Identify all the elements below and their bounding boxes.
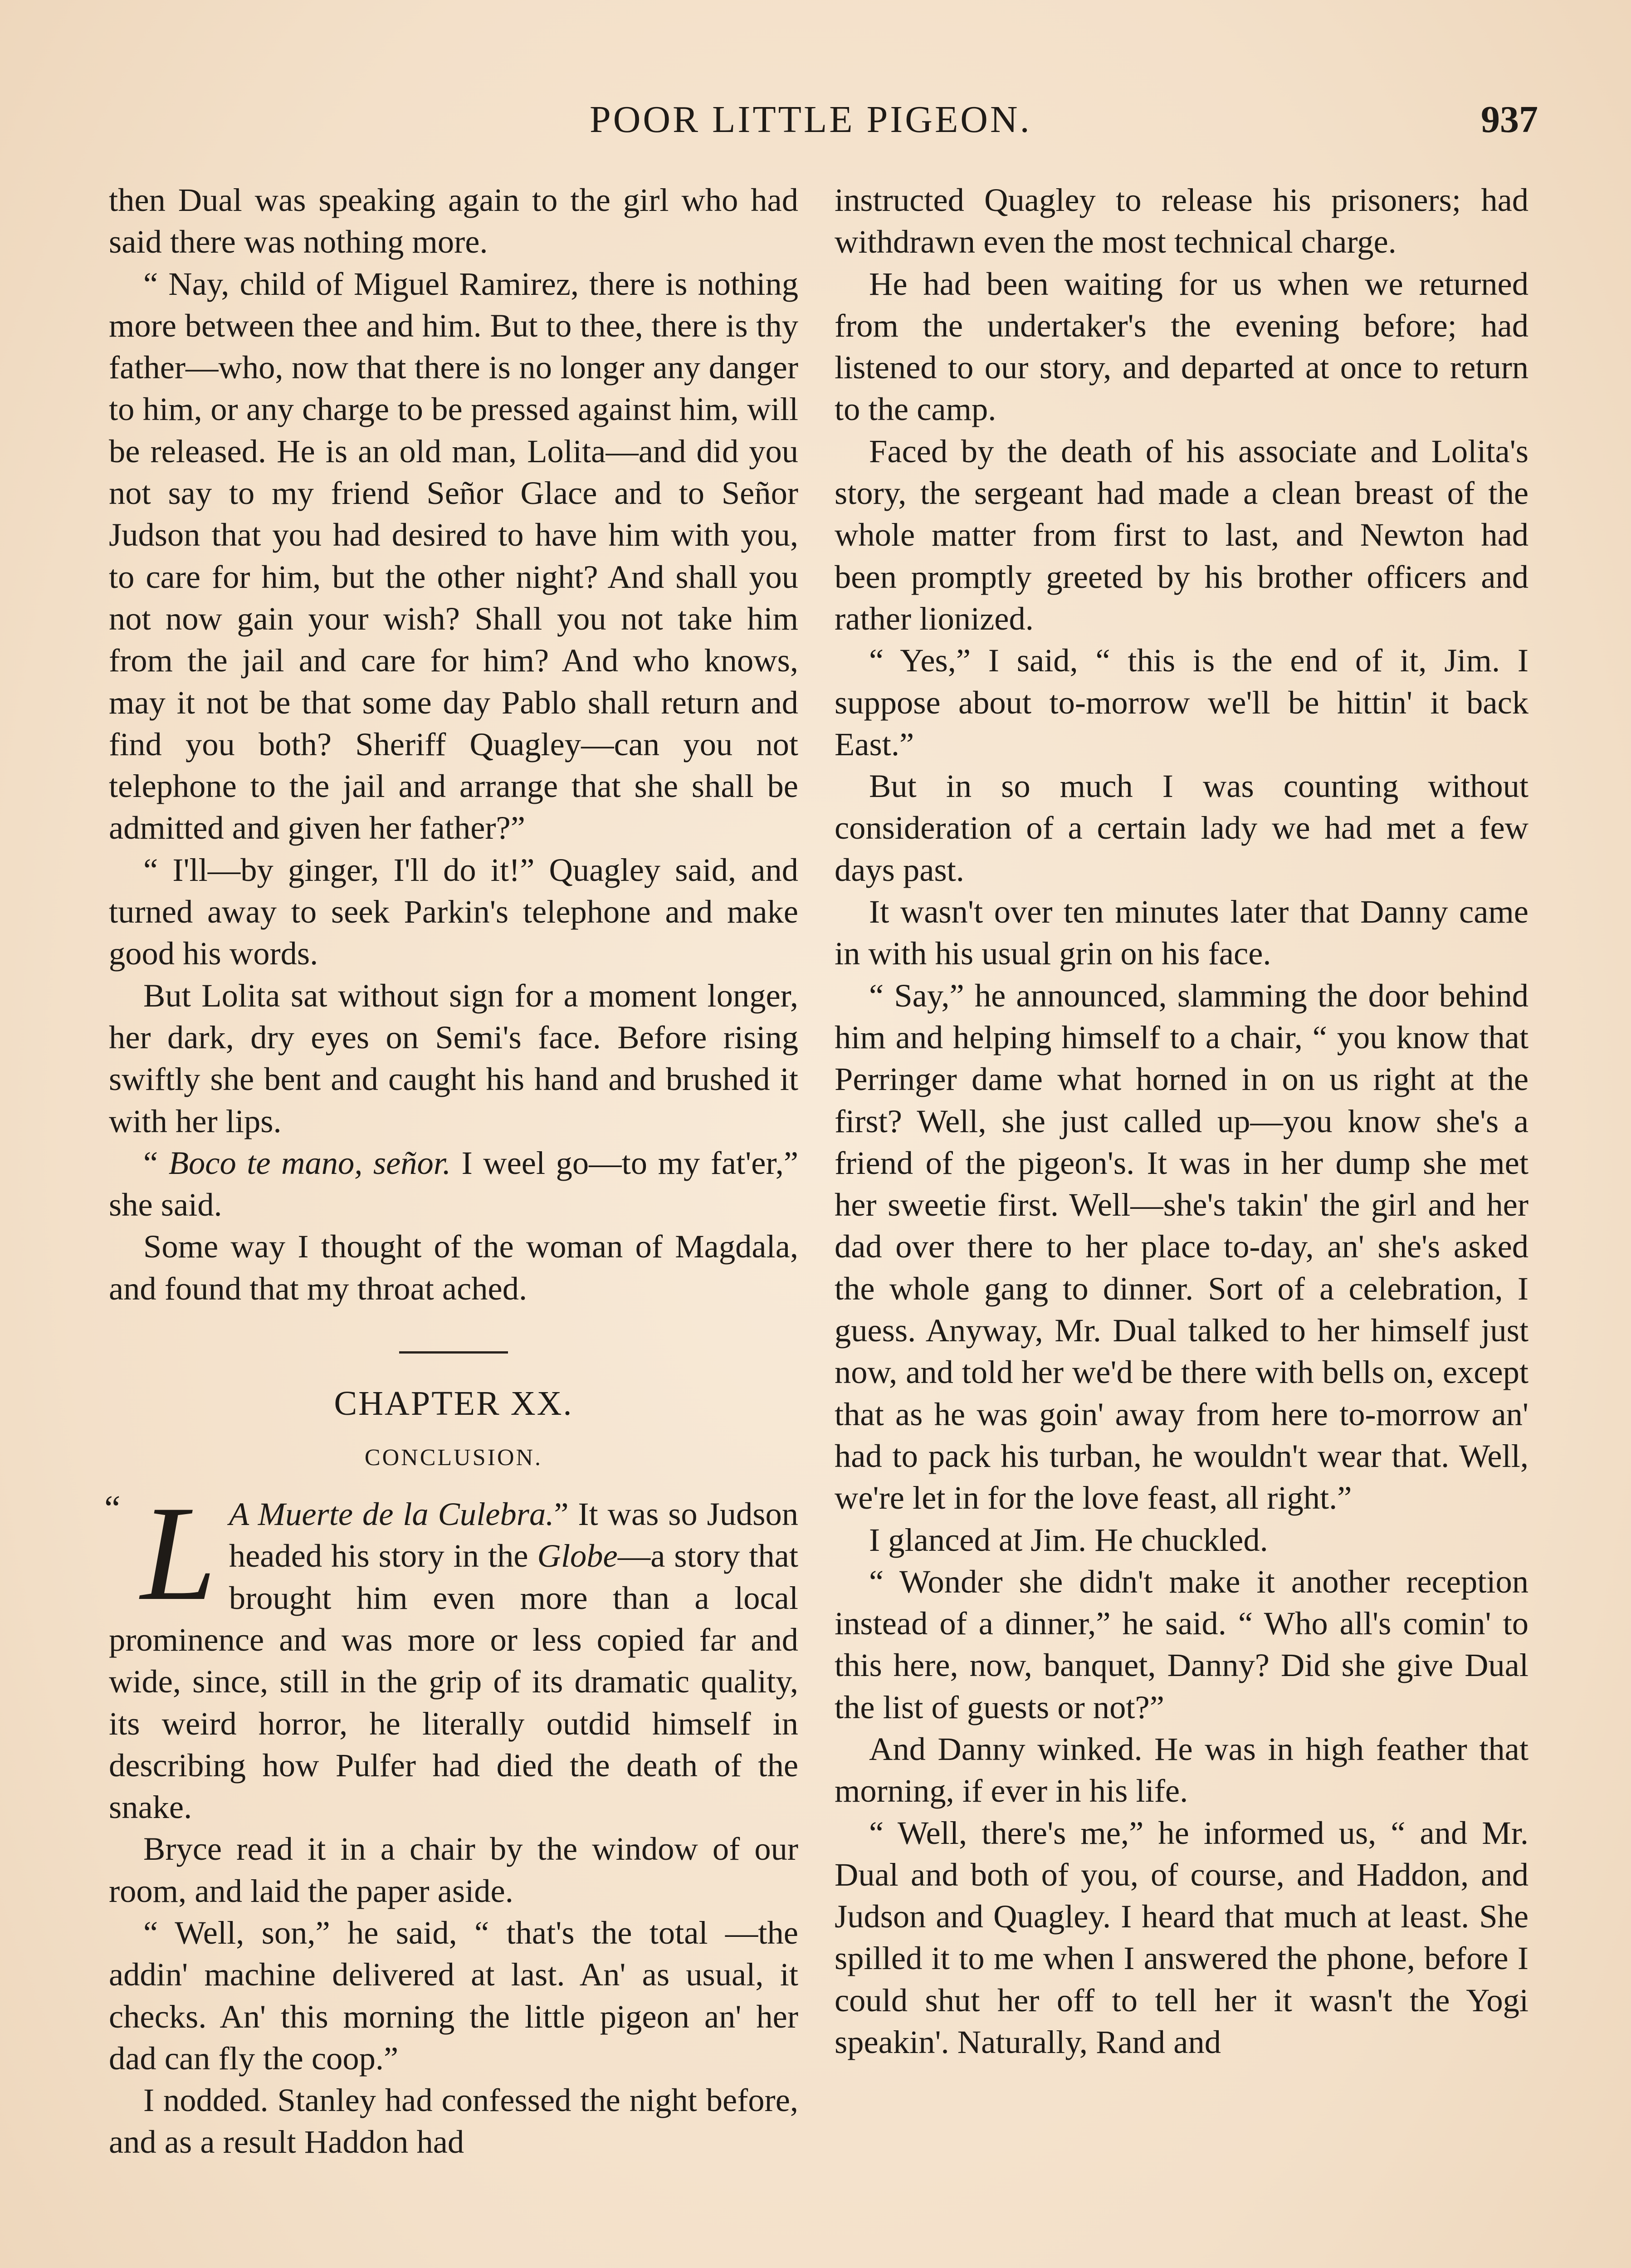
paragraph xyxy=(109,1142,798,1226)
paragraph: Bryce read it in a chair by the window of our room, and laid the paper aside. xyxy=(109,1830,798,1909)
paragraph: “ Well, there's me,” he informed us, “ and Mr. Dual and both of you, of course, and Haddon, and Judson and Quagley. I heard that much at least. She spilled it to me when I answered the phone, before I could shut her off to tell her it wasn't the Yogi speakin'. Naturally, Rand and xyxy=(835,1814,1528,2061)
paragraph-text: I weel go—to my fat'er,” she said. xyxy=(109,1144,799,1223)
chapter-opening xyxy=(104,1478,798,1828)
paragraph: And Danny winked. He was in high feather that morning, if ever in his life. xyxy=(835,1730,1528,1809)
right-column xyxy=(835,179,1528,2063)
paragraph: Some way I thought of the woman of Magdala, and found that my throat ached. xyxy=(109,1228,798,1307)
paragraph: then Dual was speaking again to the girl who had said there was nothing more. xyxy=(109,181,798,260)
italic-phrase: Boco te mano, señor. xyxy=(168,1144,451,1181)
paragraph: “ I'll—by ginger, I'll do it!” Quagley said, and turned away to seek Parkin's telephone and make good his words. xyxy=(109,851,798,972)
running-head: POOR LITTLE PIGEON. xyxy=(590,98,1032,141)
story-title: A Muerte de la Culebra. xyxy=(229,1496,554,1533)
paragraph: Faced by the death of his associate and Lolita's story, the sergeant had made a clean breast of the whole matter from first to last, and Newton had been promptly greeted by his brother officers and rather lionized. xyxy=(835,432,1528,637)
paragraph: I nodded. Stanley had confessed the night before, and as a result Haddon had xyxy=(109,2082,798,2160)
page-header xyxy=(0,98,1631,152)
page-number: 937 xyxy=(1481,98,1538,141)
paragraph: But in so much I was counting without consideration of a certain lady we had met a few days past. xyxy=(835,767,1528,888)
opening-quote-mark: “ xyxy=(104,1489,121,1529)
newspaper-name: Globe xyxy=(537,1537,618,1574)
paragraph: He had been waiting for us when we returned from the undertaker's the evening before; had listened to our story, and departed at once to return to the camp. xyxy=(835,265,1528,428)
paragraph: “ Well, son,” he said, “ that's the total —the addin' machine delivered at last. An' as usual, it checks. An' this morning the little pigeon an' her dad can fly the coop.” xyxy=(109,1914,798,2077)
chapter-subtitle: CONCLUSION. xyxy=(364,1445,543,1471)
quote-mark: “ xyxy=(143,1144,158,1181)
paragraph-text: —a story that brought him even more than a local prominence and was more or less copied far and wide, since, still in the grip of its dramatic quality, its weird horror, he literally outdid himself in describing how Pulfer had died the death of the snake. xyxy=(109,1537,798,1826)
section-divider xyxy=(399,1351,508,1354)
paragraph: “ Wonder she didn't make it another reception instead of a dinner,” he said. “ Who all's comin' to this here, now, banquet, Danny? Did she give Dual the list of guests or not?” xyxy=(835,1563,1528,1725)
paragraph-text: ” It was so Judson headed his story in the xyxy=(229,1496,798,1574)
paragraph: “ Yes,” I said, “ this is the end of it, Jim. I suppose about to-morrow we'll be hittin' it back East.” xyxy=(835,642,1528,763)
paragraph: “ Nay, child of Miguel Ramirez, there is nothing more between thee and him. But to thee, there is thy father—who, now that there is no longer any danger to him, or any charge to be pressed against him, will be released. He is an old man, Lolita—and did you not say to my friend Señor Glace and to Señor Judson that you had desired to have him with you, to care for him, but the other night? And shall you not now gain your wish? Shall you not take him from the jail and care for him? And who knows, may it not be that some day Pablo shall return and find you both? Sheriff Quagley—can you not telephone to the jail and arrange that she shall be admitted and given her father?” xyxy=(109,265,798,846)
paragraph: It wasn't over ten minutes later that Danny came in with his usual grin on his face. xyxy=(835,893,1528,972)
paragraph: “ Say,” he announced, slamming the door behind him and helping himself to a chair, “ you know that Perringer dame what horned in on us right at the first? Well, she just called up—you know she's a friend of the pigeon's. It was in her dump she met her sweetie first. Well—she's takin' the girl and her dad over there to her place to-day, an' she's asked the whole gang to dinner. Sort of a celebration, I guess. Anyway, Mr. Dual talked to her himself just now, and told her we'd be there with bells on, except that as he was goin' away from here to-morrow an' had to pack his turban, he wouldn't wear that. Well, we're let in for the love feast, all right.” xyxy=(835,977,1528,1516)
paragraph: instructed Quagley to release his prisoners; had withdrawn even the most technical charge. xyxy=(835,181,1528,260)
paragraph: I glanced at Jim. He chuckled. xyxy=(869,1521,1268,1558)
drop-cap: L xyxy=(141,1478,216,1629)
chapter-title: CHAPTER XX. xyxy=(334,1384,573,1423)
left-column xyxy=(104,179,799,2163)
paragraph: But Lolita sat without sign for a moment longer, her dark, dry eyes on Semi's face. Before rising swiftly she bent and caught his hand and brushed it with her lips. xyxy=(109,977,798,1139)
